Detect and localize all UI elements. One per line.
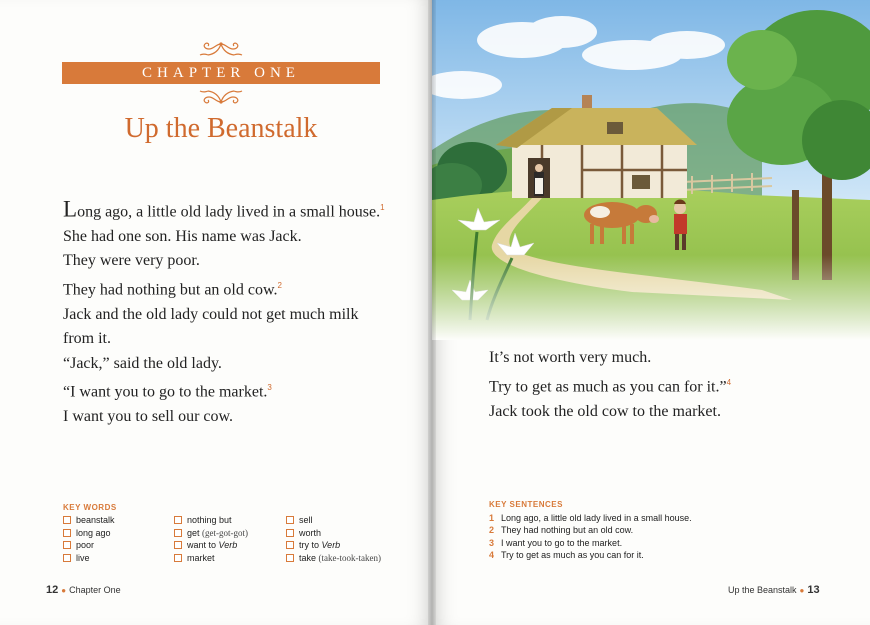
story-line	[63, 352, 413, 377]
key-words-column-3	[286, 514, 381, 564]
key-word-item[interactable]	[63, 527, 115, 540]
key-word-item[interactable]	[286, 527, 381, 540]
key-word-item[interactable]	[286, 539, 381, 552]
key-word-item[interactable]	[286, 514, 381, 527]
verb-forms-note: (get-got-got)	[202, 527, 249, 538]
page-number: 13	[807, 584, 820, 596]
verb-forms-note: (take-took-taken)	[318, 552, 381, 563]
checkbox-icon[interactable]	[174, 529, 182, 537]
bullet-icon: ●	[61, 586, 67, 595]
footnote-marker[interactable]: 2	[277, 280, 282, 290]
key-word: try to	[299, 540, 322, 550]
checkbox-icon[interactable]	[63, 541, 71, 549]
checkbox-icon[interactable]	[174, 541, 182, 549]
key-sentences-list	[489, 512, 692, 561]
line-text: ong ago, a little old lady lived in a small house.	[77, 203, 381, 221]
key-word: long ago	[76, 527, 111, 538]
sentence-text: Long ago, a little old lady lived in a small house.	[501, 513, 692, 523]
page-number: 12	[46, 584, 59, 596]
key-word: live	[76, 552, 90, 563]
checkbox-icon[interactable]	[174, 516, 182, 524]
line-text: “Jack,” said the old lady.	[63, 354, 222, 372]
line-text: “I want you to go to the market.	[63, 383, 268, 401]
key-word: market	[187, 552, 215, 563]
footnote-marker[interactable]: 4	[726, 378, 732, 387]
footnote-marker[interactable]: 3	[267, 383, 272, 393]
key-sentences-heading: KEY SENTENCES	[489, 500, 563, 509]
sentence-number: 2	[489, 525, 495, 536]
key-word-item[interactable]	[63, 514, 115, 527]
line-text: She had one son. His name was Jack.	[63, 227, 302, 245]
story-line	[63, 303, 413, 328]
key-words-column-2	[174, 514, 248, 564]
sentence-text: Try to get as much as you can for it.	[501, 549, 644, 560]
running-footer: Chapter One	[69, 585, 121, 595]
chapter-label: CHAPTER ONE	[62, 62, 380, 84]
line-text: Jack and the old lady could not get much milk	[63, 305, 359, 323]
story-line	[489, 370, 849, 399]
chapter-title: Up the Beanstalk	[124, 113, 318, 144]
checkbox-icon[interactable]	[63, 554, 71, 562]
line-text: Try to get as much as you can for it.”	[489, 378, 727, 396]
checkbox-icon[interactable]	[286, 541, 294, 549]
key-sentence-item	[489, 549, 692, 561]
book-gutter	[428, 0, 436, 625]
drop-cap: L	[63, 196, 78, 222]
sentence-number: 1	[489, 513, 495, 523]
checkbox-icon[interactable]	[63, 529, 71, 537]
key-sentence-item	[489, 524, 692, 536]
key-word: get	[187, 527, 200, 538]
checkbox-icon[interactable]	[286, 516, 294, 524]
story-line	[489, 345, 849, 370]
sentence-text: They had nothing but an old cow.	[501, 525, 634, 536]
checkbox-icon[interactable]	[174, 554, 182, 562]
flourish-ornament-top	[196, 40, 246, 60]
story-line	[489, 399, 849, 424]
sentence-number: 4	[489, 549, 495, 560]
sentence-number: 3	[489, 537, 495, 548]
key-sentence-item	[489, 537, 692, 549]
key-word-item[interactable]	[174, 527, 248, 540]
story-line	[63, 274, 413, 303]
key-word-italic: Verb	[218, 540, 238, 550]
page-footer-left	[46, 584, 121, 596]
line-text: They were very poor.	[63, 252, 200, 270]
key-word-item[interactable]	[174, 552, 248, 565]
footnote-marker[interactable]: 1	[380, 203, 385, 212]
story-line	[63, 327, 413, 352]
story-line	[63, 249, 413, 274]
running-footer: Up the Beanstalk	[728, 585, 797, 595]
story-line	[63, 225, 413, 250]
story-illustration	[432, 0, 870, 340]
line-text: It’s not worth very much.	[489, 349, 652, 366]
right-page	[432, 0, 870, 625]
key-word: take	[299, 552, 317, 563]
bullet-icon: ●	[799, 586, 805, 595]
line-text: from it.	[63, 330, 111, 348]
story-text-right	[489, 345, 849, 424]
left-page	[0, 0, 432, 625]
key-word-item[interactable]	[63, 539, 115, 552]
line-text: They had nothing but an old cow.	[63, 281, 278, 299]
key-word: beanstalk	[76, 515, 115, 525]
key-word-item[interactable]	[174, 514, 248, 527]
story-text-left	[63, 196, 413, 429]
key-word-item[interactable]	[286, 552, 381, 565]
checkbox-icon[interactable]	[286, 529, 294, 537]
story-line	[63, 196, 413, 225]
line-text: I want you to sell our cow.	[63, 407, 234, 425]
story-line	[63, 405, 413, 430]
key-word-italic: Verb	[321, 540, 341, 550]
key-word-item[interactable]	[63, 552, 115, 565]
key-word: poor	[76, 540, 95, 550]
page-footer-right	[728, 584, 820, 596]
checkbox-icon[interactable]	[63, 516, 71, 524]
key-word: sell	[299, 515, 313, 525]
key-word-item[interactable]	[174, 539, 248, 552]
key-word: want to	[187, 540, 219, 550]
key-word: worth	[299, 527, 322, 538]
sentence-text: I want you to go to the market.	[501, 537, 623, 548]
key-words-heading: KEY WORDS	[63, 503, 117, 512]
line-text: Jack took the old cow to the market.	[489, 403, 721, 421]
story-line	[63, 376, 413, 405]
checkbox-icon[interactable]	[286, 554, 294, 562]
key-sentence-item	[489, 512, 692, 524]
key-words-column-1	[63, 514, 115, 564]
key-word: nothing but	[187, 515, 232, 525]
flourish-ornament-bottom	[196, 86, 246, 106]
